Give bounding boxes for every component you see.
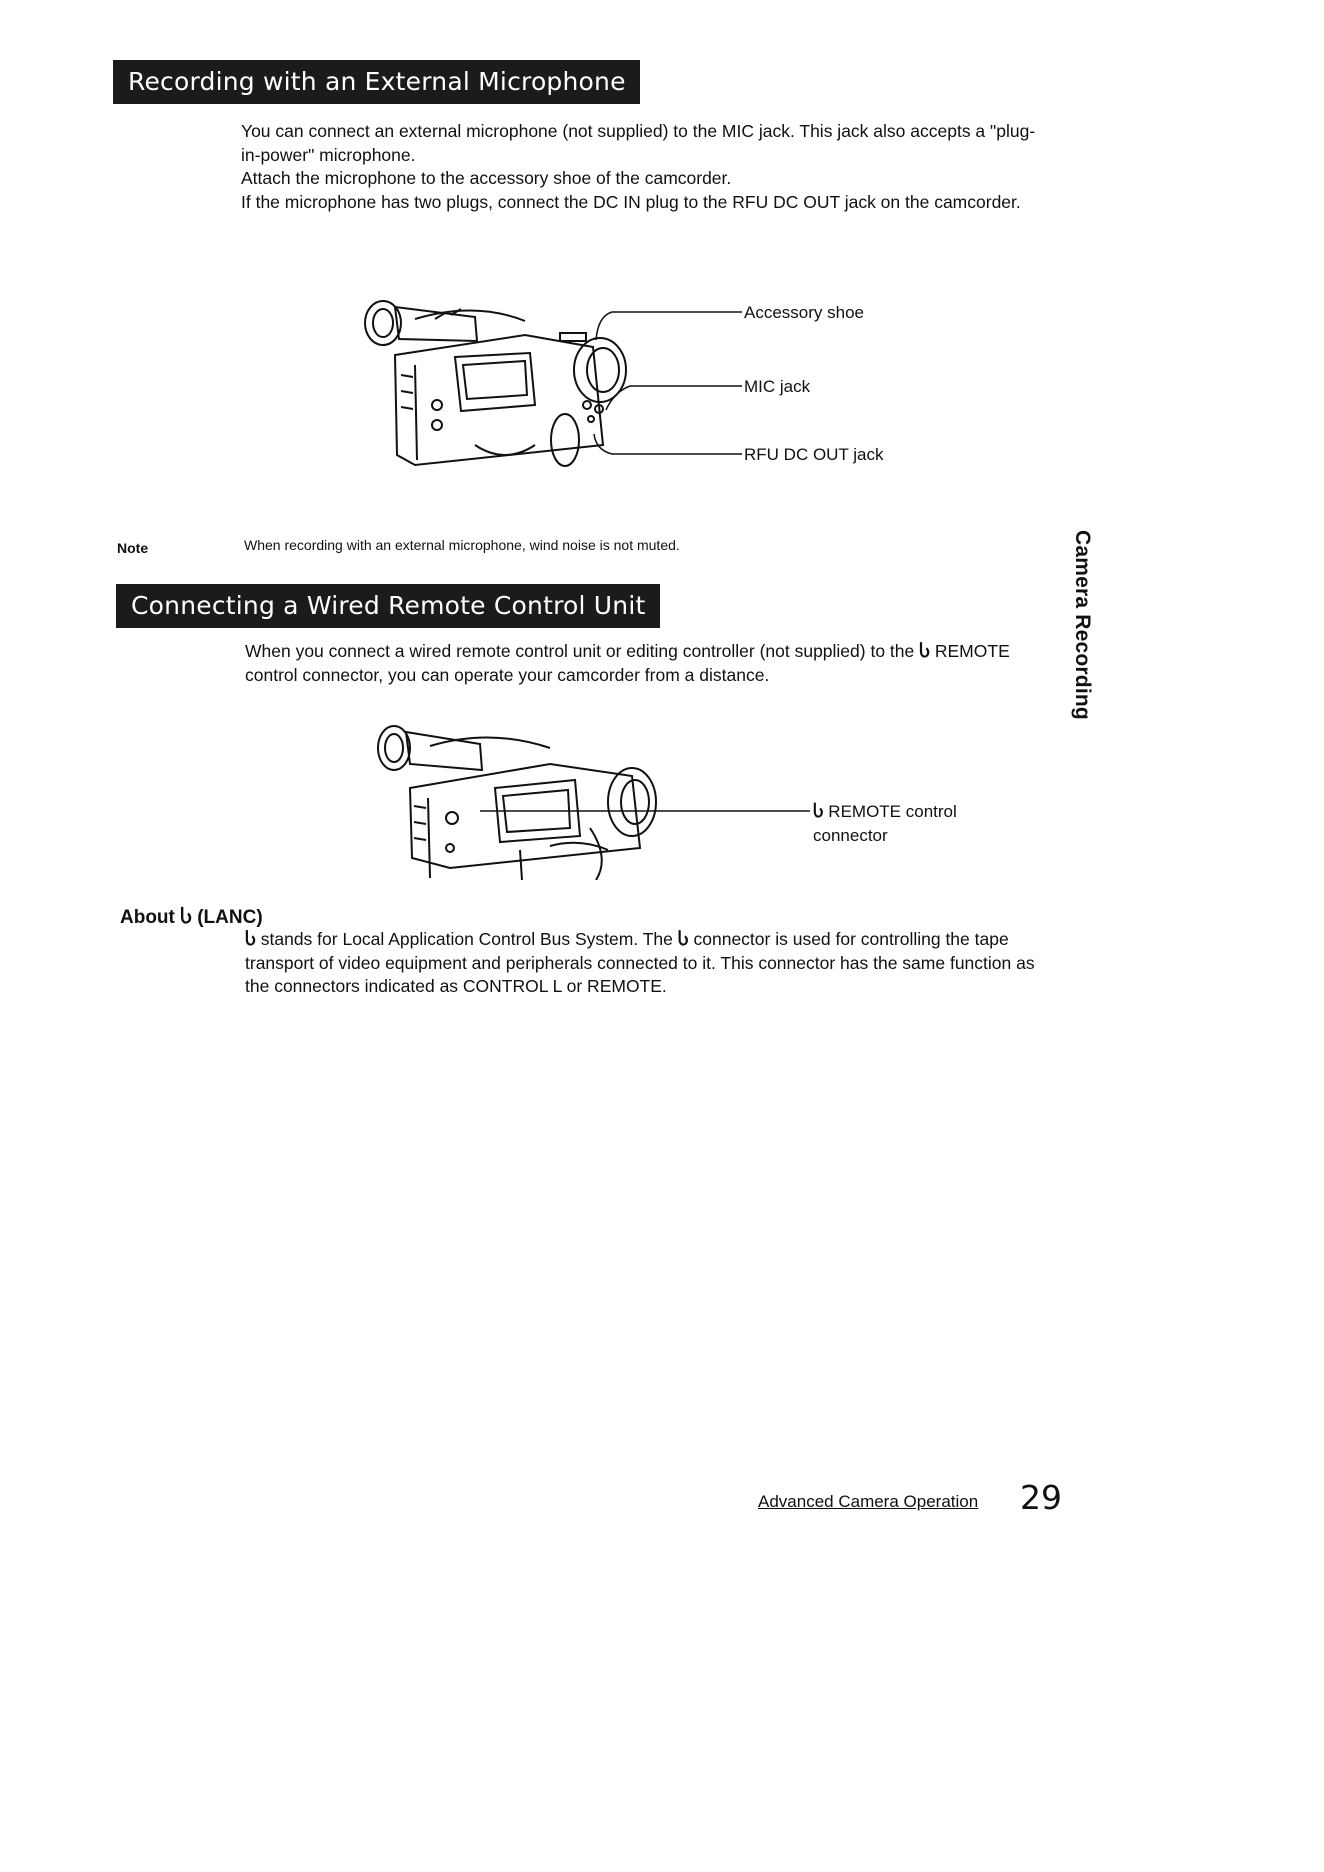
about-lanc-text: Ⴑ stands for Local Application Control Bus System. The Ⴑ connector is used for controlling the tape transport of video equipment and peripherals connected to it. This connector has the same function as the connectors indicated as CONTROL L or REMOTE.	[245, 929, 1035, 996]
lanc-icon: Ⴑ	[813, 802, 824, 821]
section-heading-wired-remote: Connecting a Wired Remote Control Unit	[116, 584, 660, 628]
callout-leader-line-2	[470, 805, 815, 825]
lanc-icon: Ⴑ	[919, 641, 930, 661]
wired-remote-instructions: When you connect a wired remote control unit or editing controller (not supplied) to the Ⴑ REMOTE control connector, you can operate your camcorder from a distance.	[245, 641, 1010, 685]
external-mic-instructions	[241, 120, 1041, 214]
note-text: When recording with an external microphone, wind noise is not muted.	[244, 537, 680, 553]
callout-accessory-shoe: Accessory shoe	[744, 303, 864, 322]
callout-remote-connector: Ⴑ REMOTE control connector	[813, 802, 957, 845]
instruction-paragraph: Attach the microphone to the accessory shoe of the camcorder.	[241, 168, 732, 188]
section-heading-external-microphone: Recording with an External Microphone	[113, 60, 640, 104]
footer-chapter-title: Advanced Camera Operation	[758, 1492, 979, 1511]
instruction-paragraph: If the microphone has two plugs, connect the DC IN plug to the RFU DC OUT jack on the camcorder.	[241, 191, 1021, 212]
camcorder-illustration-remote	[370, 718, 670, 880]
side-tab-camera-recording: Camera Recording	[1071, 530, 1094, 720]
note-label: Note	[117, 540, 149, 556]
page-number: 29	[1020, 1478, 1062, 1517]
lanc-icon: Ⴑ	[180, 907, 192, 928]
callout-leader-lines-1	[590, 300, 750, 470]
about-lanc-heading: About Ⴑ (LANC)	[120, 907, 263, 928]
lanc-icon: Ⴑ	[677, 929, 689, 949]
lanc-icon: Ⴑ	[245, 929, 256, 949]
callout-mic-jack: MIC jack	[744, 377, 811, 396]
callout-rfu-dc-out-jack: RFU DC OUT jack	[744, 445, 884, 464]
instruction-paragraph: You can connect an external microphone (not supplied) to the MIC jack. This jack also accepts a "plug-in-power" microphone.	[241, 121, 1036, 165]
